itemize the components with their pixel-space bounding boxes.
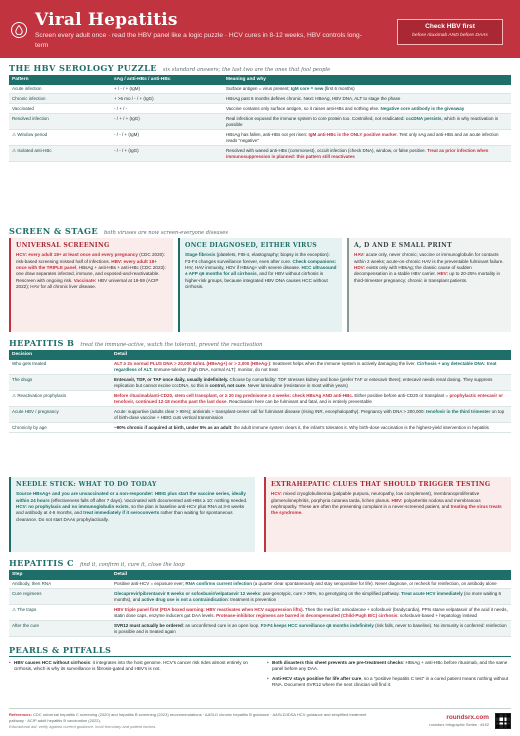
decision-cell: Who gets treated	[9, 360, 111, 375]
pattern-cell: Acute infection	[9, 85, 111, 94]
decision-cell: ⚠ Reactivation prophylaxis	[9, 391, 111, 407]
list-item: • Both disasters this sheet prevents are pre-treatment checks: HBsAg + anti-HBc before rituximab, and the same panel before any DAA.	[267, 660, 509, 673]
detail-cell: ALT ≥ 2x normal PLUS DNA > 20,000 IU/mL (HBeAg+) or > 2,000 (HBeAg-): treatment helps when the immune system is actively damaging the liver. Cirrhosis + any detectable DNA: treat regardless of ALT. Immune-tolerant (high DNA, normal ALT): monitor, do not treat	[111, 360, 511, 375]
table-header-row	[9, 75, 511, 85]
card-body: HCV: mixed cryoglobulinemia (palpable purpura, neuropathy, low complement), membranoproliferative glomerulonephritis, porphyria cutanea tarda, lichen planus. HBV: polyarteritis nodosa and membranous nephropathy. These are often the presenting complaint in a never-screened patient, and treating the virus treats the syndrome.	[271, 491, 502, 516]
table-row	[9, 114, 511, 130]
pattern-cell: ⚠ Isolated anti-HBc	[9, 146, 111, 162]
table-row	[9, 407, 511, 423]
screen-title: SCREEN & STAGE	[9, 226, 99, 236]
list-item: • HBV causes HCC without cirrhosis: it integrates into the host genome. HCV's cancer risk rides almost entirely on cirrhosis, which is why its surveillance is fibrosis-gated and HBV's is not.	[9, 660, 251, 673]
detail-cell: ~90% chronic if acquired at birth, under 5% as an adult: the adult immune system clears it, the infant's tolerates it. Why birth-dose vaccination is the highest-yield intervention in hepatitis	[111, 423, 511, 433]
table-row	[9, 85, 511, 94]
detail-cell: Before rituximab/anti-CD20, stem cell transplant, or ≥ 20 mg prednisone ≥ 4 weeks: check HBsAg AND anti-HBc. Either positive before anti-CD20 or transplant = prophylactic entecavir or tenofovir, continued 12-18 months past the last dose. Reactivation here can be fulminant and fatal, and is entirely preventable	[111, 391, 511, 407]
header-banner	[0, 0, 520, 58]
screen-heading	[9, 226, 228, 237]
serology-heading	[9, 63, 330, 74]
card-needle-stick	[9, 477, 255, 552]
pearls-heading	[9, 645, 111, 656]
markers-cell: + >6 mo / - / + (IgG)	[111, 94, 223, 104]
callout-subtitle: before rituximab AND before DAAs	[412, 32, 488, 38]
brand-link[interactable]: roundsrx.com	[446, 714, 489, 721]
markers-cell: - / + / + (IgG)	[111, 114, 223, 130]
hepc-title: HEPATITIS C	[9, 558, 74, 568]
card-title: EXTRAHEPATIC CLUES THAT SHOULD TRIGGER TESTING	[271, 481, 491, 488]
card-once-diagnosed	[178, 238, 342, 332]
table-row	[9, 104, 511, 114]
card-body: HAV: acute only, never chronic; vaccine or immunoglobulin for contacts within 2 weeks; acute-on-chronic HAV is the preventable fulminant failure. HDV: exists only with HBsAg; the classic cause of sudden decompensation in a stable HBV carrier. HEV: up to 20-25% mortality in third-trimester pregnancy; chronic in transplant patients.	[354, 252, 504, 283]
pattern-cell: Resolved infection	[9, 114, 111, 130]
detail-cell: SVR12 must actually be ordered: an unconfirmed cure is an open loop. F3-F4 keeps HCC surveillance q6 months indefinitely (risk falls, never to baseline). No immunity is conferred: reinfection is possible and is treated again	[111, 621, 511, 637]
detail-cell: HBV triple panel first (FDA boxed warning: HBV reactivates when HCV suppression lifts). Then the med list: amiodarone + sofosbuvir (bradycardia), PPIs starve velpatasvir of the acid it needs, statin dose caps, enzyme inducers gut DAA levels. Protease-inhibitor regimens are barred in decompensated (Child-Pugh B/C) cirrhosis: sofosbuvir-based + hepatology instead	[111, 605, 511, 621]
detail-cell: Glecaprevir/pibrentasvir 8 weeks or sofosbuvir/velpatasvir 12 weeks: pan-genotypic, cure > 95%, no genotyping on the simplified pathway. Treat acute HCV immediately (no more waiting 6 months), and active drug use is not a contraindication: treatment is prevention	[111, 589, 511, 605]
meaning-cell: Real infection exposed the immune system to core protein too. Controlled, not eradicated: cccDNA persists, which is why reactivation is possible	[223, 114, 511, 130]
column-header: Step	[9, 570, 111, 580]
callout-box	[397, 19, 503, 45]
references-text: CDC universal hepatitis C screening (2020) and hepatitis B screening (2023) recommendations · AASLD chronic hepatitis B guidance · AASLD/IDSA HCV guidance and simplified treatment pathway · ACIP adult hepatitis B vaccination (2022).	[9, 712, 367, 723]
table-row	[9, 589, 511, 605]
card-a-d-e	[347, 238, 511, 332]
callout-title: Check HBV first	[425, 23, 475, 30]
warning-icon: ⚠	[12, 392, 17, 398]
step-cell: After the cure	[9, 621, 111, 637]
table-row	[9, 621, 511, 637]
column-header: Pattern	[9, 75, 111, 85]
page-title: Viral Hepatitis	[35, 10, 178, 30]
meaning-cell: HBsAg past 6 months defines chronic. Next: HBeAg, HBV DNA, ALT to stage the phase	[223, 94, 511, 104]
table-row	[9, 360, 511, 375]
markers-cell: - / + / -	[111, 104, 223, 114]
serology-table	[9, 75, 511, 162]
card-extrahepatic-clues	[264, 477, 511, 552]
screen-subtitle: both viruses are now screen-everyone diseases	[104, 230, 229, 236]
disclaimer: Educational aid; verify against current guidance, local formulary and patient factors.	[9, 724, 157, 730]
footer	[9, 708, 511, 729]
column-header: sAg / anti-HBs / anti-HBc	[111, 75, 223, 85]
pearls-left-column	[9, 660, 251, 676]
table-header-row	[9, 570, 511, 580]
card-title: NEEDLE STICK: WHAT TO DO TODAY	[16, 481, 157, 488]
hepb-heading	[9, 338, 263, 349]
step-cell: ⚠ The traps	[9, 605, 111, 621]
list-item: • Anti-HCV stays positive for life after cure, so a "positive hepatitis C test" in a cured patient means nothing without RNA. Document SVR12 where the next clinician will find it.	[267, 676, 509, 689]
column-header: Detail	[111, 350, 511, 360]
serology-subtitle: six standard answers; the last two are the ones that fool people	[162, 67, 331, 73]
hepc-table	[9, 570, 511, 637]
pattern-cell: Chronic infection	[9, 94, 111, 104]
meaning-cell: Surface antigen = virus present; IgM core = new (first 6 months)	[223, 85, 511, 94]
step-cell: Cure regimens	[9, 589, 111, 605]
droplet-icon	[11, 22, 27, 38]
hepb-table	[9, 350, 511, 433]
card-body: Stage fibrosis (platelets, FIB-4, elastography; biopsy is the exception): F3-F4 changes surveillance forever, even after cure. Check companions: HIV, HAV immunity, HDV if HBsAg+ with severe disease. HCC ultrasound ± AFP q6 months for all cirrhosis, and for HBV without cirrhosis in higher-risk groups, because integrated HBV DNA causes HCC without cirrhosis.	[185, 252, 337, 289]
card-title: UNIVERSAL SCREENING	[16, 242, 110, 249]
step-cell: Antibody, then RNA	[9, 580, 111, 589]
warning-icon: ⚠	[12, 606, 17, 612]
references-label: References:	[9, 712, 32, 717]
card-title: A, D AND E SMALL PRINT	[354, 242, 452, 249]
markers-cell: - / - / + (IgG)	[111, 146, 223, 162]
table-row	[9, 391, 511, 407]
table-row	[9, 375, 511, 391]
section-divider	[9, 656, 511, 657]
serology-title: THE HBV SEROLOGY PUZZLE	[9, 63, 157, 73]
card-body: Source HBsAg+ and you are unvaccinated or a non-responder: HBIG plus start the vaccine series, ideally within 24 hours (effectiveness falls off after 7 days). Vaccinated with documented anti-HBs ≥ 10: nothing needed. HCV: no prophylaxis and no immunoglobulin exists, so the plan is baseline anti-HCV plus RNA at 3-6 weeks and antibody at 4-6 months, and treat immediately if it seroconverts rather than waiting for spontaneous clearance. Do not start DAAs prophylactically.	[16, 491, 248, 522]
table-row	[9, 130, 511, 146]
meaning-cell: Vaccine contains only surface antigen, so it raises anti-HBs and nothing else. Negative core antibody is the giveaway	[223, 104, 511, 114]
pearls-title: PEARLS & PITFALLS	[9, 645, 112, 655]
decision-cell: The drugs	[9, 375, 111, 391]
references	[9, 712, 369, 723]
card-title: ONCE DIAGNOSED, EITHER VIRUS	[185, 242, 318, 249]
markers-cell: - / - / + (IgM)	[111, 130, 223, 146]
pearls-right-column	[267, 660, 509, 691]
hepb-subtitle: treat the immune-active, watch the tolerant, prevent the reactivation	[80, 342, 263, 348]
detail-cell: Acute: supportive (adults clear > 95%); antivirals + transplant-center call for fulminant disease (rising INR, encephalopathy). Pregnancy with DNA > 200,000: tenofovir in the third trimester on top of birth-dose vaccine + HBIG cuts vertical transmission	[111, 407, 511, 423]
qr-code-icon	[495, 713, 511, 729]
brand-block	[429, 714, 489, 728]
table-row	[9, 94, 511, 104]
series-label: roundsrx Infographic Series · #192	[429, 722, 489, 728]
card-body: HCV: every adult 18+ at least once and every pregnancy (CDC 2020): risk-based screening missed half of infections. HBV: every adult 18+ once with the TRIPLE panel, HBsAg + anti-HBs + anti-HBc (CDC 2023): one draw separates infected, immune, and exposed-and-reactivatable. Rescreen with ongoing risk. Vaccinate: HBV universal at 19-59 (ACIP 2022); HAV for all chronic liver disease.	[16, 252, 166, 289]
warning-icon: ⚠	[12, 131, 17, 137]
detail-cell: Positive anti-HCV = exposure ever; RNA confirms current infection (a quarter clear spontaneously and stay seropositive for life). Never diagnose, or recheck for reinfection, on antibody alone	[111, 580, 511, 589]
hepb-title: HEPATITIS B	[9, 338, 75, 348]
table-row	[9, 605, 511, 621]
warning-icon: ⚠	[12, 147, 17, 153]
table-header-row	[9, 350, 511, 360]
table-row	[9, 423, 511, 433]
column-header: Decision	[9, 350, 111, 360]
meaning-cell: Resolved with waned anti-HBs (commonest), occult infection (check DNA), window, or false positive. Treat as prior infection when immunosuppression is planned: this pattern still reactivates	[223, 146, 511, 162]
decision-cell: Chronicity by age	[9, 423, 111, 433]
markers-cell: + / - / + (IgM)	[111, 85, 223, 94]
hepc-subtitle: find it, confirm it, cure it, close the loop	[79, 562, 185, 568]
card-universal-screening	[9, 238, 173, 332]
hepc-heading	[9, 558, 185, 569]
pattern-cell: ⚠ Window period	[9, 130, 111, 146]
meaning-cell: HBsAg has fallen, anti-HBs not yet risen: IgM anti-HBc is the ONLY positive marker. Test only sAg and anti-HBs and an acute infection reads "negative"	[223, 130, 511, 146]
table-row	[9, 146, 511, 162]
table-row	[9, 580, 511, 589]
detail-cell: Entecavir, TDF, or TAF once daily, usually indefinitely. Choose by comorbidity: TDF stresses kidney and bone (prefer TAF or entecavir there); entecavir needs renal dosing. They suppress replication but cannot excise cccDNA, so this is control, not cure. Never lamivudine (resistance in most within years)	[111, 375, 511, 391]
column-header: Meaning and why	[223, 75, 511, 85]
pattern-cell: Vaccinated	[9, 104, 111, 114]
page-subtitle: Screen every adult once · read the HBV panel like a logic puzzle · HCV cures in 8-12 weeks, HBV controls long-term	[35, 32, 362, 49]
column-header: Detail	[111, 570, 511, 580]
decision-cell: Acute HBV / pregnancy	[9, 407, 111, 423]
